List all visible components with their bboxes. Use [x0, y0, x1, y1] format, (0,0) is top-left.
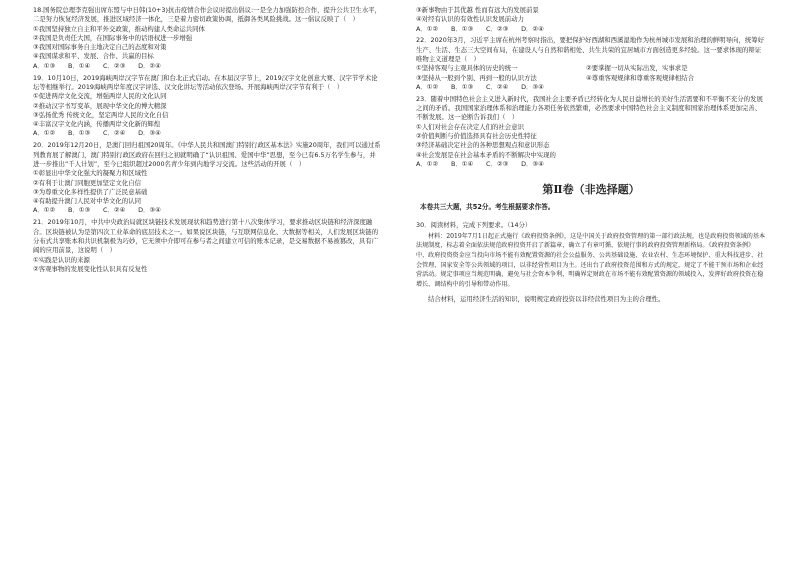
question-18-stem: 18.国务院总理李克强出席东盟与中日韩(10+3)抗击疫情合作会议时提出倡议:一是全力加强防控合作，提升公共卫生水平，二是努力恢复经济发展，推进区域经济一体化，三是着力密切政策协调，抵御各类风险挑战。这一倡议反映了（ ） [33, 6, 381, 24]
question-23-answers: A．①② B．①④ C．②③ D．③④ [416, 159, 544, 168]
question-20-option-3: ③为尊重文化多样性提供了广泛民意基础 [33, 187, 148, 196]
question-22-options-row-2 [416, 74, 766, 83]
question-20 [33, 141, 381, 215]
question-19-answers: A．①② B．①③ C．②④ D．③④ [33, 129, 161, 138]
question-19-stem: 19．10月10日，2019海峡两岸汉字节在澳门和台北正式启动。在本届汉字节上，2019汉字文化创意大赛、汉字节学术论坛等相继举行。2019海峡两岸年度汉字评选、汉文化讲坛等活动依次登场。开展海峡两岸汉字节有利于（ ） [33, 73, 378, 91]
question-22-answers: A．①② B．①③ C．②④ D．③④ [416, 82, 544, 91]
question-18-answers: A．①③ B．①④ C．②③ D．②④ [33, 61, 161, 70]
question-23-option-4: ④社会发展是在社会基本矛盾的不断解决中实现的 [416, 150, 556, 159]
question-30-task: 结合材料，运用经济生活的知识，说明规定政府投资以非经营性项目为主的合理性。 [428, 295, 665, 304]
question-19 [33, 74, 381, 139]
question-20-answers: A．①② B．①③ C．②④ D．③④ [33, 206, 161, 215]
question-21 [33, 218, 381, 274]
question-18-option-3: ③我国对国际事务自主地决定自己的态度和对策 [33, 43, 167, 52]
question-23-option-1: ①人们对社会存在决定人们的社会意识 [416, 122, 524, 131]
question-21-option-4: ④对经有认识的有效性认识发展前动力 [416, 15, 524, 24]
question-30 [416, 221, 766, 305]
question-19-option-4: ④丰富汉字文化内涵，传播两岸文化新的辉煌 [33, 120, 161, 129]
question-20-stem: 20．2019年12月20日，是澳门回归祖国20周年。《中华人民共和国澳门特别行政区基本法》实施20周年，我们可以通过系列教育展了解澳门，澳门特别行政区政府在回归之初就明确了“认识祖国、爱国中华”思想，至今已有6.5万名学生参与，并进一步推出“千人计划”，至今已组织超过2000名青少年到内地学习交流。这些活动的开展（ ） [33, 141, 381, 168]
question-19-option-3: ③弘扬优秀 传统文化，坚定两岸人民的文化自信 [33, 110, 169, 119]
question-20-option-1: ①彰显出中华文化强大的凝聚力和区域性 [33, 169, 148, 178]
question-22-option-4: ④尊重客观规律和尊重客观规律相结合 [586, 73, 694, 82]
question-19-option-2: ②推动汉字书写变革，展现中华文化的博大精深 [33, 101, 167, 110]
question-18-option-4: ④我国谋求和平、发展、合作、共赢的目标 [33, 52, 154, 61]
question-23 [416, 95, 766, 169]
question-22-option-2: ②要掌握一切从实际出发，实事求是 [586, 64, 688, 73]
section-subtitle: 本卷共三大题，共52分。考生根据要求作答。 [420, 203, 555, 212]
question-22 [416, 36, 766, 92]
question-18-option-2: ②我国是负责任大国，在国际事务中的话语权进一步增强 [33, 33, 193, 42]
right-column [416, 6, 766, 307]
question-21-option-2: ②客观事物的发展变化性认识具有反复性 [33, 264, 148, 273]
question-30-stem: 30．阅读材料，完成下列要求。（14分） [416, 220, 532, 229]
question-23-option-3: ③经济基础决定社会的各种思想观点和意识形态 [416, 141, 550, 150]
question-20-option-4: ④有助提升澳门人民对中华文化的认同 [33, 197, 141, 206]
question-20-option-2: ②有利于让澳门同胞更加坚定文化自信 [33, 178, 141, 187]
section-title: 第Ⅱ卷（非选择题） [542, 183, 640, 197]
question-22-stem: 22．2020年3月，习近平主席在杭州考察时指出，要把保护好西湖和西溪湿地作为杭州城市发展和治理的鲜明导向，统筹好生产、生活、生态三大空间布局，在建设人与自然和谐相处、共生共荣的宜居城市方面创造更多经验。这一要求体现的辩证唯物主义道理是（ ） [416, 36, 764, 64]
question-21-stem: 21．2019年10月，中共中央政治局就区块链技术发展现状和趋势进行第十八次集体学习，要求推动区块链和经济深度融合。区块链被认为是第四次工业革命的底层技术之一。如果说区块链，与互联网信息化、大数据等相关，人们发展区块链的分布式共享账本和共识机制极为巧妙，它无须中介即可在参与者之间建立可信的账本记录，是交易数据不易被篡改，具有广阔的应用前景，这说明（ ） [33, 218, 379, 255]
question-22-option-3: ③坚持从一般到个别、再到一般的认识方法 [416, 73, 537, 82]
question-22-options-row-1 [416, 64, 766, 73]
question-21-option-1: ①实践是认识的来源 [33, 255, 90, 264]
question-18 [33, 6, 381, 71]
question-19-option-1: ①促进两岸文化交流，增强两岸人民的文化认同 [33, 92, 167, 101]
left-column [33, 6, 381, 277]
question-22-option-1: ①坚持客观与主观具体的历史的统一 [416, 64, 518, 73]
question-21-option-3: ③新事物由于其优越 性而有远大的发展前景 [416, 6, 539, 14]
question-30-material: 材料：2019年7月1日起正式施行《政府投资条例》，这是中国关于政府投资管理的第一部行政法规，也是政府投资领域的基本法规制度，标志着全面依法规范政府投资开启了新篇章，确立了有章可循、依规行事的政府投资管理新格局。《政府投资条例》中，政府投资资金应当投向市场不能有效配置资源的社会公益服务、公共基础设施、农业农村、生态环境保护、重大科技进步、社会管理、国家安全等公共领域的项目，以非经营性项目为主。还出台了政府投资范围和方式的规定，规定了不能干预市场和企业经营活动。规定事项应当规范明确，避免与社会资本争利，明确界定财政在市场不能有效配置资源的领域投入，发挥好政府投资在稳增长、调结构中的引导和带动作用。 [416, 232, 766, 288]
question-23-stem: 23．随着中国特色社会主义进入新时代，我国社会主要矛盾已经转化为人民日益增长的美好生活需要和不平衡不充分的发展之间的矛盾。我国国家治理体系和治理能力各项任务依然繁重，必然要求中国特色社会主义制度和国家治理体系更加完善、不断发展。这一论断告诉我们（ ） [416, 94, 763, 122]
question-21-answers: A．①② B．①③ C．②③ D．②④ [416, 24, 544, 33]
question-21-continued [416, 6, 766, 34]
question-23-option-2: ②价值判断与价值选择具有社会历史性特征 [416, 132, 537, 141]
question-18-option-1: ①我国坚持独立自主和平外交政策，推动构建人类命运共同体 [33, 24, 205, 33]
